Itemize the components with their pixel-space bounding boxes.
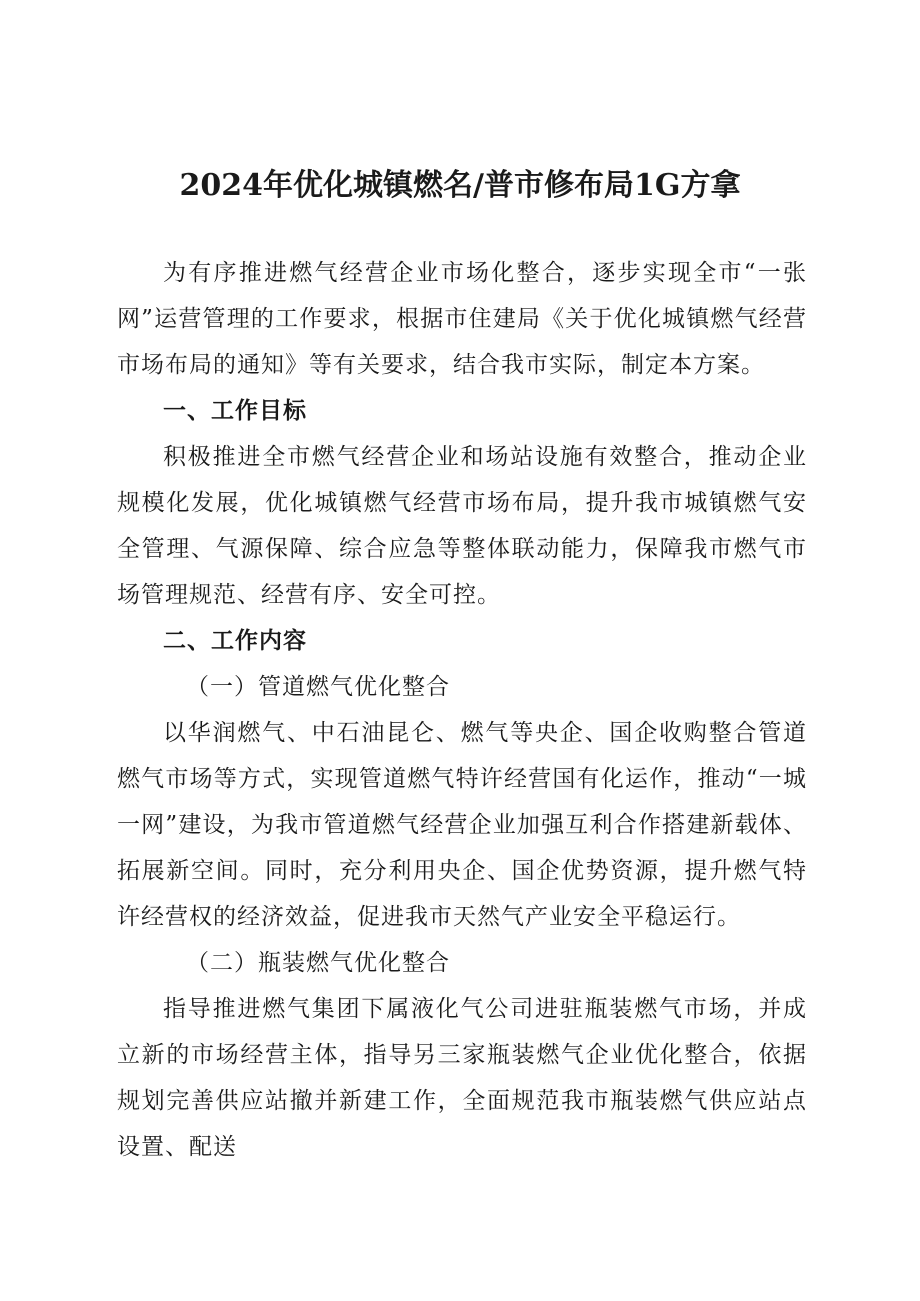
section-heading-goals: 一、工作目标 [163, 397, 307, 424]
document-title: 2024年优化城镇燃名/普市修布局1G方拿 [179, 168, 741, 203]
subsection-heading-pipeline-gas: （一）管道燃气优化整合 [186, 674, 450, 700]
bottled-gas-paragraph: 指导推进燃气集团下属液化气公司进驻瓶装燃气市场，并成立新的市场经营主体，指导另三家瓶装燃气企业优化整合，依据规划完善供应站撤并新建工作，全面规范我市瓶装燃气供应站点设置、配送 [117, 996, 807, 1160]
document-body [117, 250, 807, 1170]
intro-paragraph: 为有序推进燃气经营企业市场化整合，逐步实现全市“一张网”运营管理的工作要求，根据市住建局《关于优化城镇燃气经营市场布局的通知》等有关要求，结合我市实际，制定本方案。 [117, 260, 807, 378]
goals-paragraph: 积极推进全市燃气经营企业和场站设施有效整合，推动企业规模化发展，优化城镇燃气经营市场布局，提升我市城镇燃气安全管理、气源保障、综合应急等整体联动能力，保障我市燃气市场管理规范、经营有序、安全可控。 [117, 444, 807, 608]
section-heading-content: 二、工作内容 [163, 627, 307, 654]
subsection-heading-bottled-gas: （二）瓶装燃气优化整合 [186, 950, 450, 976]
pipeline-gas-paragraph: 以华润燃气、中石油昆仑、燃气等央企、国企收购整合管道燃气市场等方式，实现管道燃气特许经营国有化运作，推动“一城一网”建设，为我市管道燃气经营企业加强互利合作搭建新载体、拓展新空间。同时，充分利用央企、国企优势资源，提升燃气特许经营权的经济效益，促进我市天然气产业安全平稳运行。 [117, 720, 807, 930]
